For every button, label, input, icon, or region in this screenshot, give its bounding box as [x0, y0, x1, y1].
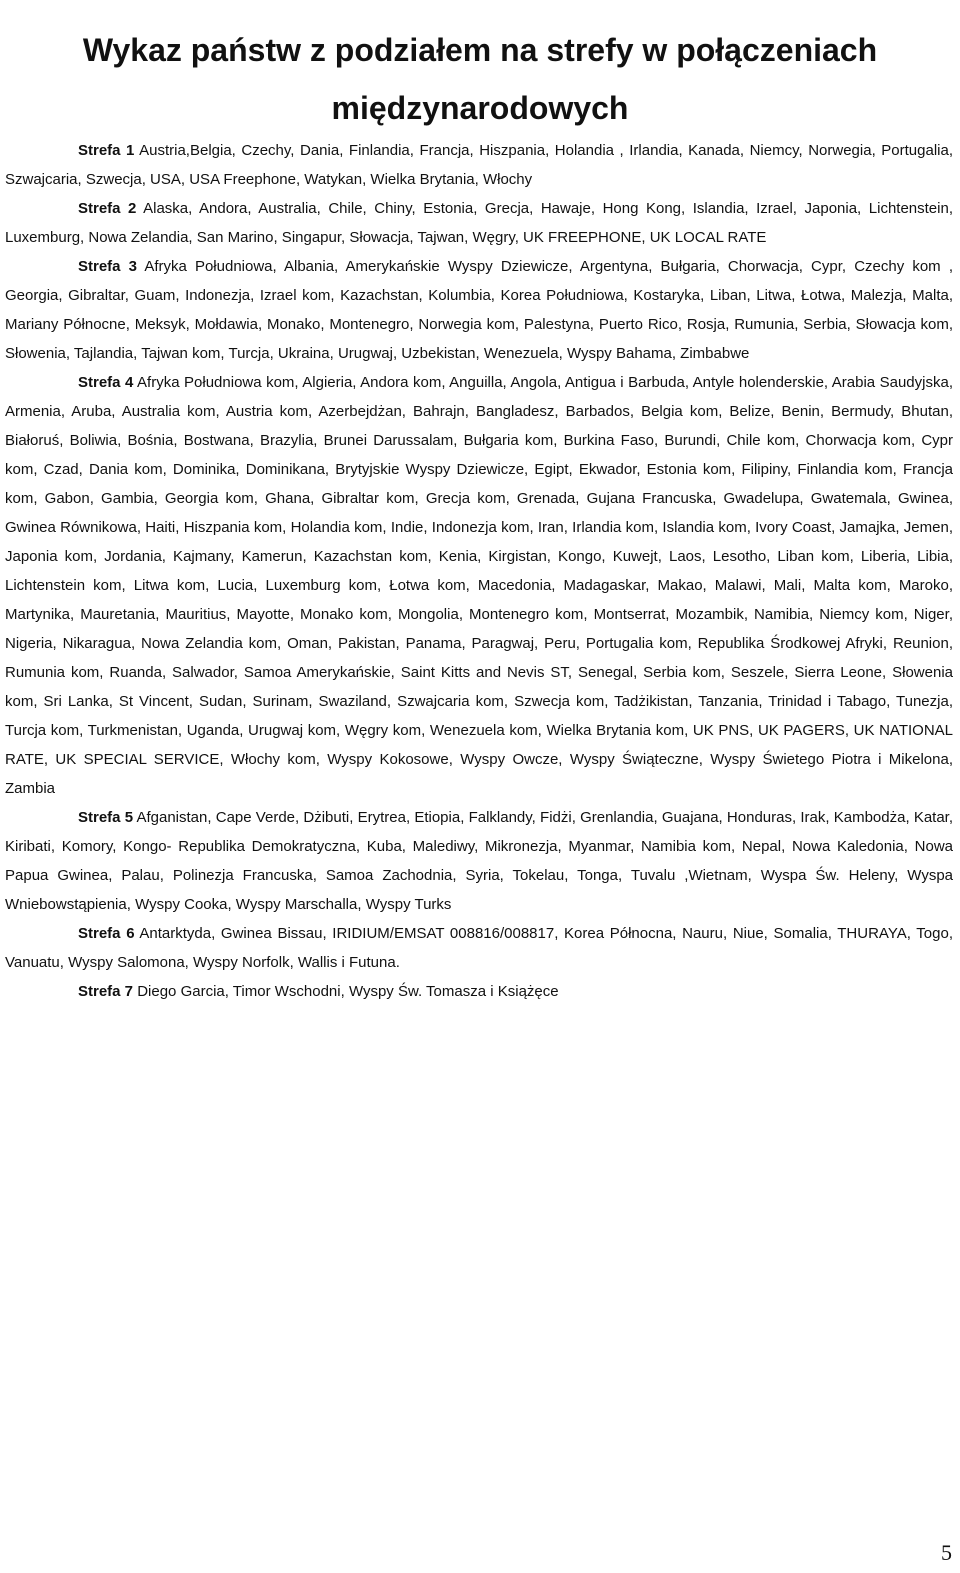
zone-2-countries: Alaska, Andora, Australia, Chile, Chiny, Estonia, Grecja, Hawaje, Hong Kong, Islandia, Izrael, Japonia, Lichtenstein, Luxemburg, Nowa Zelandia, San Marino, Singapur, Słowacja, Tajwan, Węgry, UK FREEPHONE, UK LOCAL RATE: [5, 200, 953, 246]
zone-5-paragraph: [5, 803, 953, 919]
page-title-line-2: międzynarodowych: [331, 90, 629, 127]
zone-6-label: Strefa 6: [78, 925, 135, 942]
zone-list: [5, 136, 953, 1006]
zone-7-paragraph: [5, 977, 953, 1006]
page-number: 5: [941, 1540, 952, 1565]
zone-2-paragraph: [5, 194, 953, 252]
zone-5-countries: Afganistan, Cape Verde, Dżibuti, Erytrea, Etiopia, Falklandy, Fidżi, Grenlandia, Guajana, Honduras, Irak, Kambodża, Katar, Kiribati, Komory, Kongo- Republika Demokratyczna, Kuba, Malediwy, Mikronezja, Myanmar, Namibia kom, Nepal, Nowa Kaledonia, Nowa Papua Gwinea, Palau, Polinezja Francuska, Samoa Zachodnia, Syria, Tokelau, Tonga, Tuvalu ,Wietnam, Wyspa Św. Heleny, Wyspa Wniebowstąpienia, Wyspy Cooka, Wyspy Marschalla, Wyspy Turks: [5, 809, 954, 913]
zone-1-countries: Austria,Belgia, Czechy, Dania, Finlandia, Francja, Hiszpania, Holandia , Irlandia, Kanada, Niemcy, Norwegia, Portugalia, Szwajcaria, Szwecja, USA, USA Freephone, Watykan, Wielka Brytania, Włochy: [5, 142, 953, 188]
zone-1-label: Strefa 1: [78, 142, 135, 159]
zone-6-countries: Antarktyda, Gwinea Bissau, IRIDIUM/EMSAT 008816/008817, Korea Północna, Nauru, Niue, Somalia, THURAYA, Togo, Vanuatu, Wyspy Salomona, Wyspy Norfolk, Wallis i Futuna.: [5, 925, 953, 971]
zone-4-countries: Afryka Południowa kom, Algieria, Andora kom, Anguilla, Angola, Antigua i Barbuda, Antyle holenderskie, Arabia Saudyjska, Armenia, Aruba, Australia kom, Austria kom, Azerbejdżan, Bahrajn, Bangladesz, Barbados, Belgia kom, Belize, Benin, Bermudy, Bhutan, Białoruś, Boliwia, Bośnia, Bostwana, Brazylia, Brunei Darussalam, Bułgaria kom, Burkina Faso, Burundi, Chile kom, Chorwacja kom, Cypr kom, Czad, Dania kom, Dominika, Dominikana, Brytyjskie Wyspy Dziewicze, Egipt, Ekwador, Estonia kom, Filipiny, Finlandia kom, Francja kom, Gabon, Gambia, Georgia kom, Ghana, Gibraltar kom, Grecja kom, Grenada, Gujana Francuska, Gwadelupa, Gwatemala, Gwinea, Gwinea Równikowa, Haiti, Hiszpania kom, Holandia kom, Indie, Indonezja kom, Iran, Irlandia kom, Islandia kom, Ivory Coast, Jamajka, Jemen, Japonia kom, Jordania, Kajmany, Kamerun, Kazachstan kom, Kenia, Kirgistan, Kongo, Kuwejt, Laos, Lesotho, Liban kom, Liberia, Libia, Lichtenstein kom, Litwa kom, Lucia, Luxemburg kom, Łotwa kom, Macedonia, Madagaskar, Makao, Malawi, Mali, Malta kom, Maroko, Martynika, Mauretania, Mauritius, Mayotte, Monako kom, Mongolia, Montenegro kom, Montserrat, Mozambik, Namibia, Niemcy kom, Niger, Nigeria, Nikaragua, Nowa Zelandia kom, Oman, Pakistan, Panama, Paragwaj, Peru, Portugalia kom, Republika Środkowej Afryki, Reunion, Rumunia kom, Ruanda, Salwador, Samoa Amerykańskie, Saint Kitts and Nevis ST, Senegal, Serbia kom, Seszele, Sierra Leone, Słowenia kom, Sri Lanka, St Vincent, Sudan, Surinam, Swaziland, Szwajcaria kom, Szwecja kom, Tadżikistan, Tanzania, Trinidad i Tabago, Tunezja, Turcja kom, Turkmenistan, Uganda, Urugwaj kom, Węgry kom, Wenezuela kom, Wielka Brytania kom, UK PNS, UK PAGERS, UK NATIONAL RATE, UK SPECIAL SERVICE, Włochy kom, Wyspy Kokosowe, Wyspy Owcze, Wyspy Świąteczne, Wyspy Świetego Piotra i Mikelona, Zambia: [5, 374, 953, 797]
page-title-line-1: Wykaz państw z podziałem na strefy w połączeniach: [82, 32, 878, 69]
zone-3-paragraph: [5, 252, 953, 368]
zone-6-paragraph: [5, 919, 953, 977]
zone-2-label: Strefa 2: [78, 200, 137, 217]
page-title: [0, 21, 960, 137]
zone-3-label: Strefa 3: [78, 258, 137, 275]
zone-1-paragraph: [5, 136, 953, 194]
zone-4-label: Strefa 4: [78, 374, 134, 391]
zone-4-paragraph: [5, 368, 953, 803]
zone-7-countries: Diego Garcia, Timor Wschodni, Wyspy Św. Tomasza i Książęce: [137, 983, 559, 1000]
zone-7-label: Strefa 7: [78, 983, 134, 1000]
zone-5-label: Strefa 5: [78, 809, 134, 826]
zone-3-countries: Afryka Południowa, Albania, Amerykańskie Wyspy Dziewicze, Argentyna, Bułgaria, Chorwacja, Cypr, Czechy kom , Georgia, Gibraltar, Guam, Indonezja, Izrael kom, Kazachstan, Kolumbia, Korea Południowa, Kostaryka, Liban, Litwa, Łotwa, Malezja, Malta, Mariany Północne, Meksyk, Mołdawia, Monako, Montenegro, Norwegia kom, Palestyna, Puerto Rico, Rosja, Rumunia, Serbia, Słowacja kom, Słowenia, Tajlandia, Tajwan kom, Turcja, Ukraina, Urugwaj, Uzbekistan, Wenezuela, Wyspy Bahama, Zimbabwe: [5, 258, 953, 362]
